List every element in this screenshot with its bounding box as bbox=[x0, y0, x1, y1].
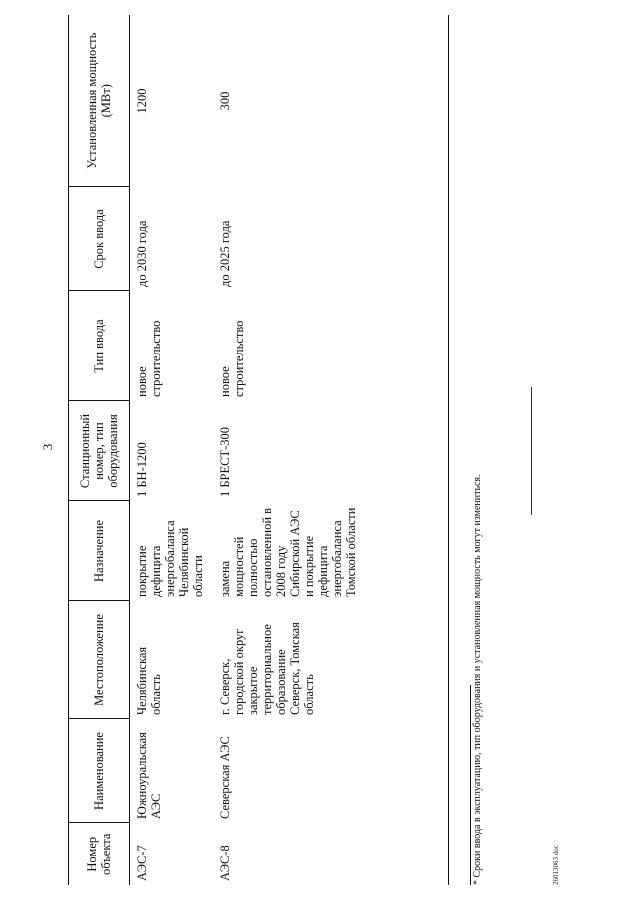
cell-capacity: 1200 bbox=[135, 88, 149, 114]
cell-purpose: замена мощностей полностью остановленной в 2008 году Сибирской АЭС и покрытие дефицита энергобаланса Томской области bbox=[218, 507, 358, 597]
rotated-page-content bbox=[48, 15, 568, 885]
header-location: Местоположение bbox=[69, 601, 130, 719]
cell-location: Челябинская область bbox=[135, 646, 163, 715]
npp-table bbox=[68, 15, 366, 885]
header-purpose: Назначение bbox=[69, 501, 130, 601]
footnote-rule bbox=[470, 685, 471, 885]
cell-input-date: до 2025 года bbox=[218, 220, 232, 287]
cell-purpose: покрытие дефицита энергобаланса Челябинской области bbox=[135, 520, 205, 597]
table-header-row bbox=[69, 15, 130, 885]
footnote: * Сроки ввода в эксплуатацию, тип оборудования и установленная мощность могут измениться. bbox=[472, 474, 483, 885]
cell-name: Северская АЭС bbox=[218, 736, 232, 819]
header-name: Наименование bbox=[69, 719, 130, 823]
page-number: 3 bbox=[40, 443, 55, 451]
cell-capacity: 300 bbox=[218, 91, 232, 111]
cell-name: Южноуральская АЭС bbox=[135, 732, 163, 819]
cell-object-number: АЭС-8 bbox=[218, 845, 232, 881]
header-input-date: Срок ввода bbox=[69, 187, 130, 291]
table-row bbox=[213, 15, 366, 885]
cell-location: г. Северск, городской округ закрытое территориальное образование Северск, Томская область bbox=[218, 622, 316, 715]
header-input-type: Тип ввода bbox=[69, 291, 130, 401]
end-of-text-rule bbox=[531, 387, 532, 515]
table-row bbox=[130, 15, 214, 885]
table-bottom-rule bbox=[448, 15, 449, 885]
header-station-number: Станционный номер, тип оборудования bbox=[69, 401, 130, 501]
cell-input-date: до 2030 года bbox=[135, 220, 149, 287]
cell-input-type: новое строительство bbox=[135, 320, 163, 397]
cell-station-number: 1 БРЕСТ-300 bbox=[218, 426, 232, 497]
cell-object-number: АЭС-7 bbox=[135, 845, 149, 881]
cell-input-type: новое строительство bbox=[218, 320, 246, 397]
header-capacity: Установленная мощность (МВт) bbox=[69, 15, 130, 187]
header-object-number: Номер объекта bbox=[69, 823, 130, 885]
document-code: 26013063 doc bbox=[552, 845, 560, 885]
cell-station-number: 1 БН-1200 bbox=[135, 442, 149, 497]
